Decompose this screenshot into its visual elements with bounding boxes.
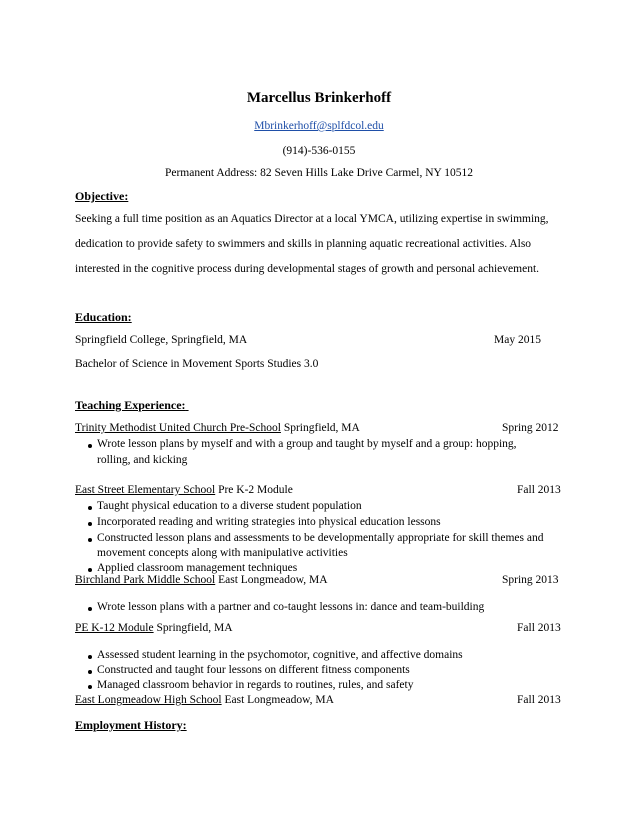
entry-date: Spring 2012 [502,422,559,434]
bullet-text: Constructed and taught four lessons on different fitness components [97,664,410,676]
bullet-icon [88,538,92,542]
entry-location: Pre K-2 Module [215,484,293,496]
objective-line: Seeking a full time position as an Aquatics Director at a local YMCA, utilizing expertise in swimming, [75,213,549,225]
education-degree: Bachelor of Science in Movement Sports Studies 3.0 [75,358,319,370]
bullet-text: Incorporated reading and writing strategies into physical education lessons [97,516,441,528]
entry-location: Springfield, MA [280,422,360,434]
entry-organization: Trinity Methodist United Church Pre-School [75,422,281,434]
bullet-icon [88,444,92,448]
bullet-text: Wrote lesson plans by myself and with a group and taught by myself and a group: hopping, [97,438,517,450]
address: Permanent Address: 82 Seven Hills Lake Drive Carmel, NY 10512 [164,167,474,179]
teaching-entry-header [75,574,328,586]
objective-line: interested in the cognitive process during developmental stages of growth and personal achievement. [75,263,540,275]
bullet-icon [88,670,92,674]
education-heading: Education: [75,310,132,324]
bullet-text-continued: movement concepts along with manipulative activities [97,547,348,559]
bullet-icon [88,685,92,689]
bullet-icon [88,522,92,526]
bullet-text: Assessed student learning in the psychomotor, cognitive, and affective domains [97,649,463,661]
entry-location: East Longmeadow, MA [221,694,334,706]
education-school: Springfield College, Springfield, MA [75,334,248,346]
objective-line: dedication to provide safety to swimmers and skills in planning aquatic recreational activities. Also [75,238,532,250]
phone: (914)-536-0155 [282,145,356,157]
teaching-heading: Teaching Experience: [75,398,186,412]
entry-date: Spring 2013 [502,574,559,586]
bullet-icon [88,568,92,572]
email-link-row [0,120,638,132]
teaching-entry-header [75,694,334,706]
teaching-entry-header [75,422,360,434]
bullet-icon [88,655,92,659]
resume-name: Marcellus Brinkerhoff [246,90,392,106]
entry-date: Fall 2013 [517,622,561,634]
bullet-text: Managed classroom behavior in regards to routines, rules, and safety [97,679,414,691]
objective-heading: Objective: [75,189,129,203]
entry-location: Springfield, MA [153,622,233,634]
email-link[interactable]: Mbrinkerhoff@splfdcol.edu [254,120,384,132]
bullet-text: Taught physical education to a diverse student population [97,500,362,512]
entry-organization: East Longmeadow High School [75,694,222,706]
entry-location: East Longmeadow, MA [215,574,328,586]
teaching-entry-header [75,484,293,496]
entry-date: Fall 2013 [517,484,561,496]
bullet-text-continued: rolling, and kicking [97,454,188,466]
education-date: May 2015 [494,334,541,346]
entry-date: Fall 2013 [517,694,561,706]
bullet-icon [88,607,92,611]
teaching-entry-header [75,622,233,634]
bullet-text: Constructed lesson plans and assessments to be developmentally appropriate for skill themes and [97,532,544,544]
entry-organization: East Street Elementary School [75,484,216,496]
bullet-text: Applied classroom management techniques [97,562,298,574]
employment-heading: Employment History: [75,718,187,732]
entry-organization: Birchland Park Middle School [75,574,216,586]
bullet-text: Wrote lesson plans with a partner and co-taught lessons in: dance and team-building [97,601,485,613]
bullet-icon [88,506,92,510]
entry-organization: PE K-12 Module [75,622,154,634]
